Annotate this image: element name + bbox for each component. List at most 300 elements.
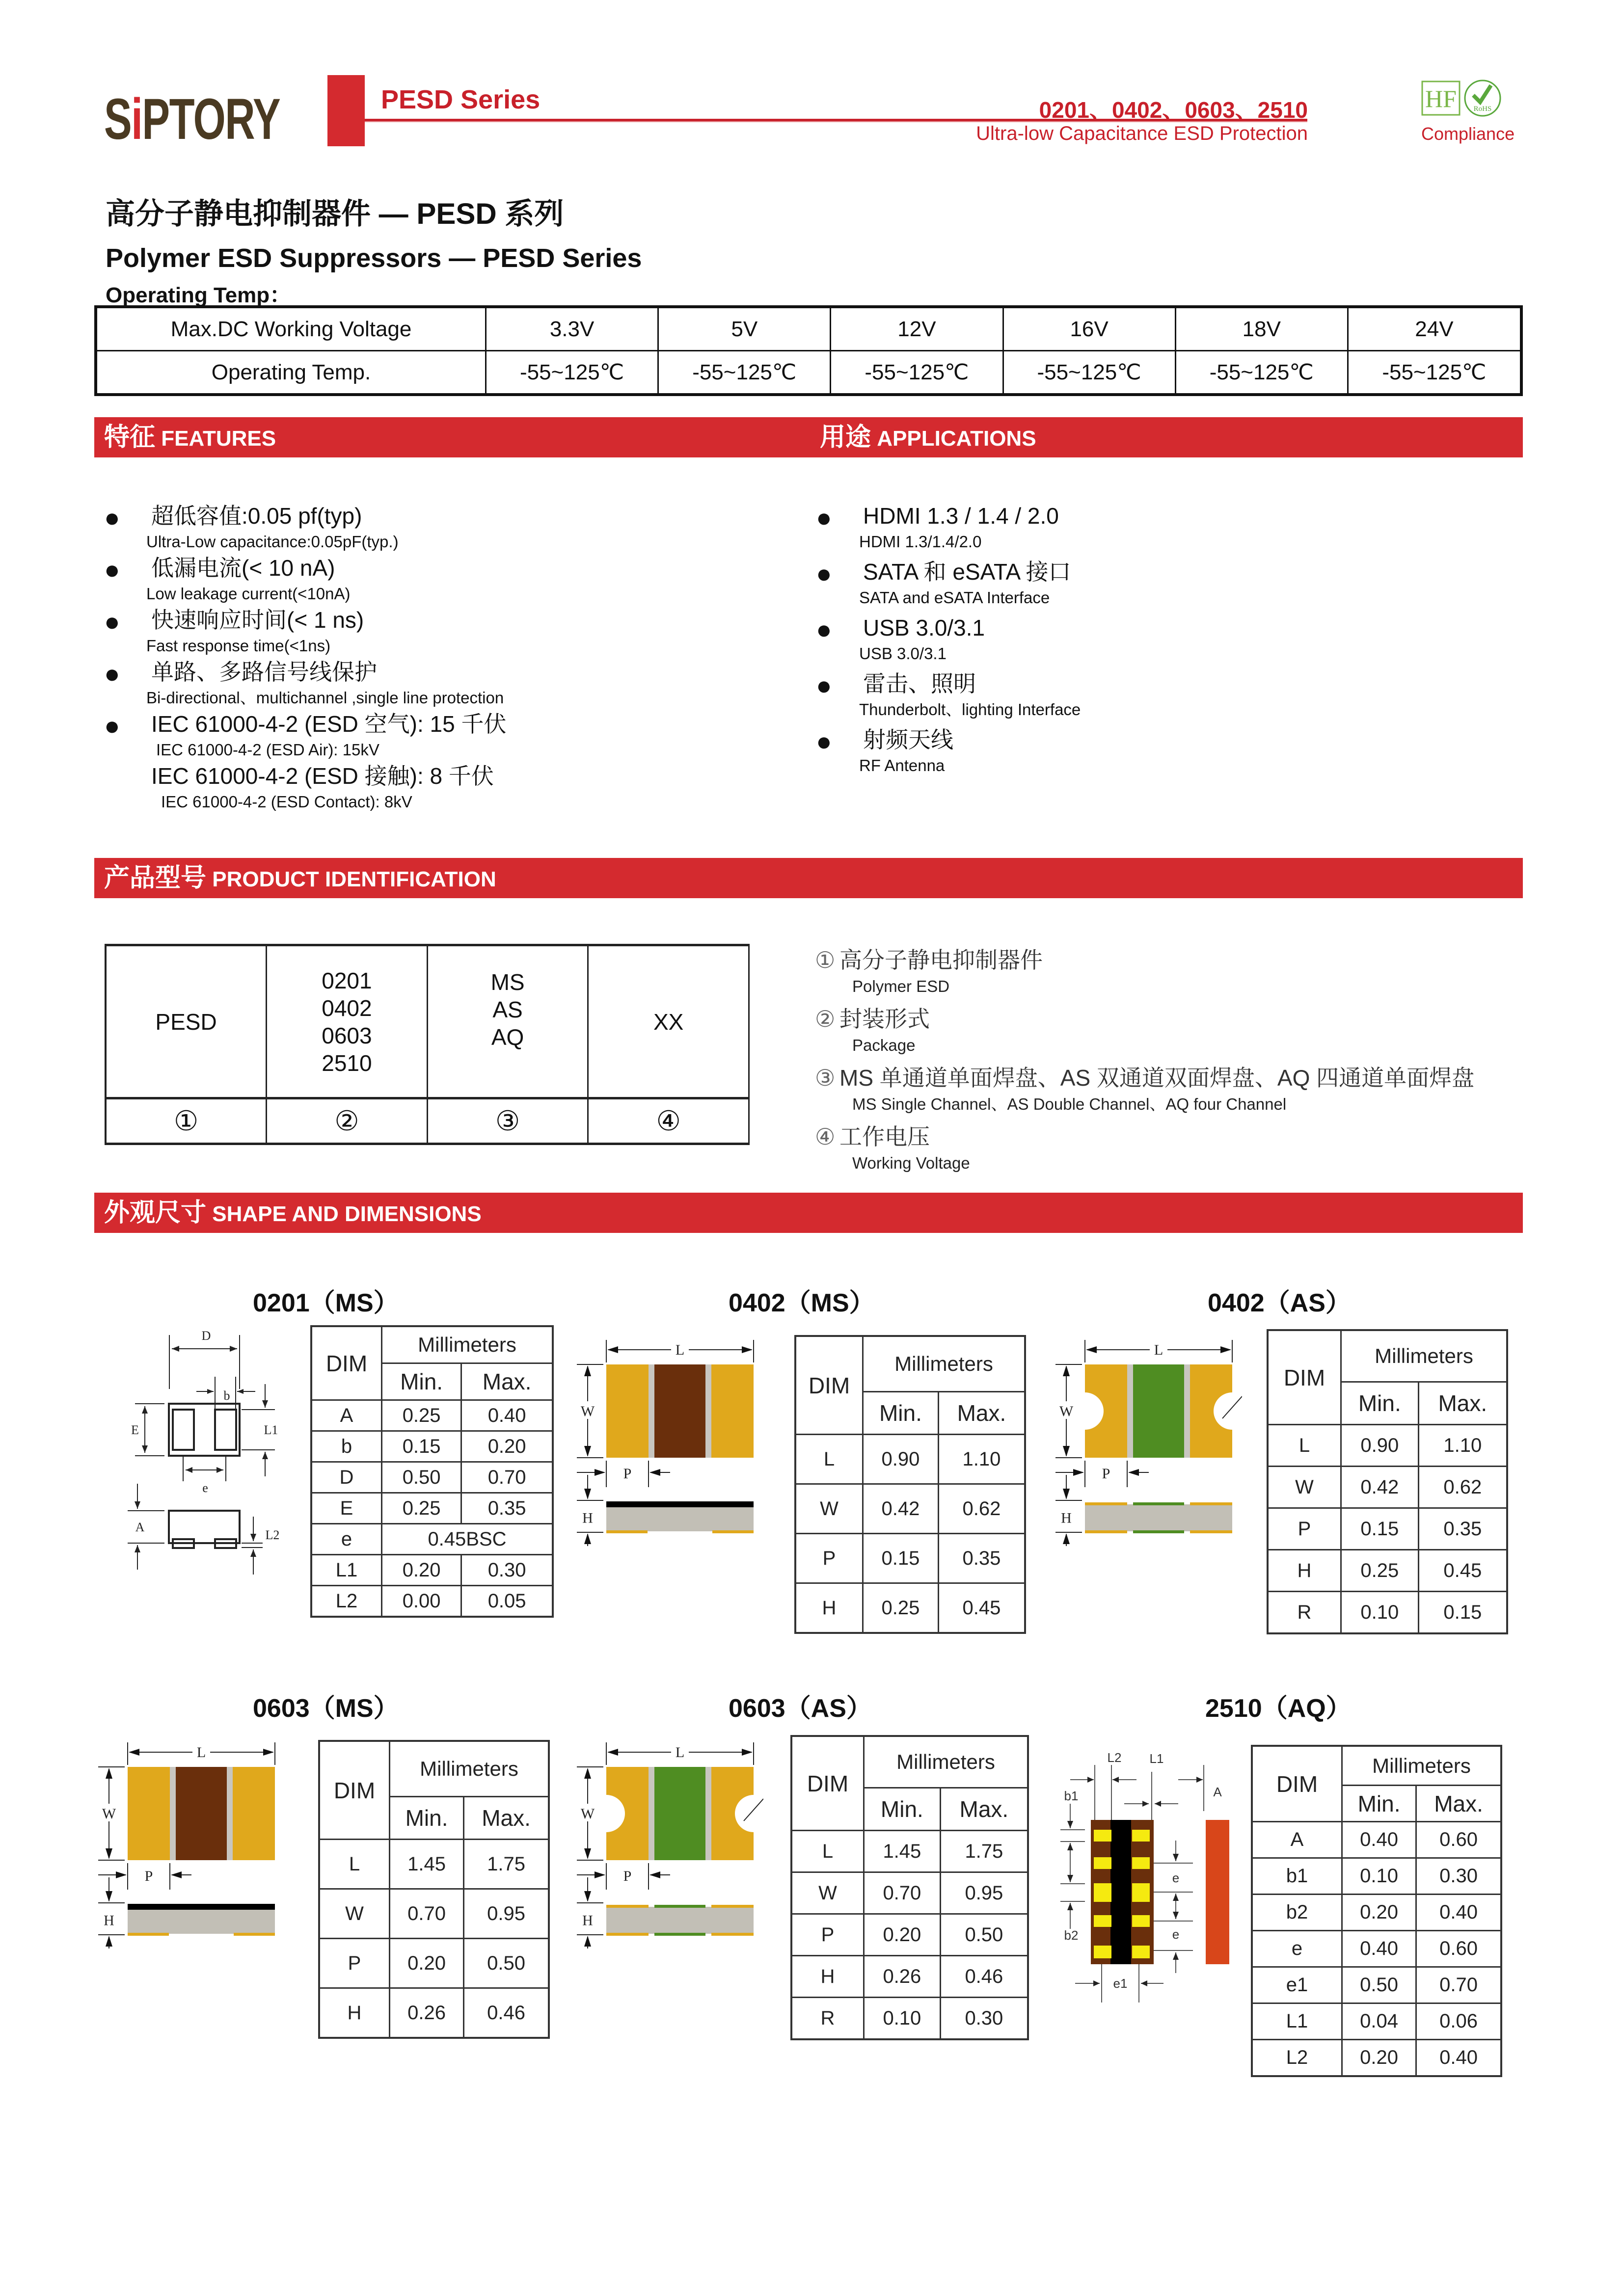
dim-header-row — [1252, 1746, 1501, 1786]
dim-label: b2 — [1064, 1928, 1079, 1943]
dim-max: 0.06 — [1416, 2003, 1501, 2040]
dim-header: DIM — [319, 1741, 390, 1840]
dim-row — [1252, 2040, 1501, 2077]
dimension-arrow-icon — [106, 1848, 112, 1859]
bullet-icon: ● — [104, 607, 120, 637]
side-top-coat — [128, 1904, 275, 1910]
side-pad — [1085, 1530, 1127, 1533]
dim-max: 0.30 — [940, 1998, 1028, 2040]
max-header: Max. — [938, 1392, 1025, 1435]
feature-sub: Bi-directional、multichannel ,single line protection — [146, 689, 504, 707]
dim-min: 1.45 — [390, 1840, 464, 1889]
side-pad — [654, 1933, 705, 1936]
dim-label: e — [1172, 1927, 1180, 1942]
dim-symbol: L1 — [1252, 2003, 1342, 2040]
dimension-arrow-icon — [584, 1936, 591, 1947]
pid-cell-sizes — [267, 945, 428, 1098]
dim-symbol: e1 — [1252, 1967, 1342, 2003]
dimension-arrow-icon — [116, 1871, 127, 1878]
max-header: Max. — [1416, 1786, 1501, 1822]
dimension-arrow-icon — [1063, 1365, 1070, 1376]
dim-header: DIM — [791, 1736, 864, 1831]
dim-label: H — [582, 1510, 593, 1526]
dim-symbol: A — [1252, 1822, 1342, 1858]
dim-label: L1 — [264, 1423, 278, 1437]
dim-label: L — [196, 1744, 206, 1761]
dim-max: 0.60 — [1416, 1931, 1501, 1967]
dim-max: 0.46 — [464, 1988, 549, 2038]
svg-text:RoHS: RoHS — [1473, 105, 1492, 113]
chip-terminal — [233, 1767, 275, 1860]
application-sub: HDMI 1.3/1.4/2.0 — [859, 533, 982, 551]
product-id-title-cn: 产品型号 — [104, 864, 207, 892]
dim-symbol: R — [791, 1998, 864, 2040]
application-main: SATA 和 eSATA 接口 — [863, 559, 1071, 585]
package-title: 0603（AS） — [729, 1694, 872, 1723]
dim-max: 0.60 — [1416, 1822, 1501, 1858]
side-pad — [1190, 1502, 1232, 1505]
dimension-arrow-icon — [584, 1848, 591, 1859]
legend-number: ① — [815, 947, 836, 973]
dimension-arrow-icon — [584, 1533, 591, 1544]
dim-min: 0.50 — [1342, 1967, 1416, 2003]
temp-cell: -55~125℃ — [1348, 351, 1521, 395]
feature-main: 低漏电流(< 10 nA) — [151, 555, 335, 581]
dimension-arrow-icon — [1063, 1489, 1070, 1499]
dim-min: 0.20 — [390, 1939, 464, 1988]
legend-cn: 高分子静电抑制器件 — [839, 947, 1043, 973]
dim-row — [1268, 1592, 1507, 1634]
product-id-title-en: PRODUCT IDENTIFICATION — [212, 867, 496, 891]
feature-item — [104, 710, 506, 814]
chip-side-view — [606, 1504, 754, 1531]
legend-cn: 工作电压 — [839, 1124, 930, 1149]
dim-value: 0.45BSC — [382, 1524, 553, 1555]
dim-max: 0.35 — [461, 1493, 553, 1524]
temp-row-label: Operating Temp. — [96, 351, 486, 395]
dim-label: W — [1059, 1403, 1074, 1419]
application-item — [816, 558, 1081, 610]
dimension-table — [794, 1335, 1026, 1634]
min-header: Min. — [1341, 1382, 1419, 1425]
temp-cell: -55~125℃ — [1003, 351, 1175, 395]
drawing-2510-aq — [1060, 1747, 1257, 2022]
bullet-icon: ● — [104, 711, 120, 741]
dim-max: 0.15 — [1418, 1592, 1507, 1634]
side-pad — [1133, 1502, 1184, 1505]
application-main: 射频天线 — [863, 727, 953, 752]
dim-symbol: P — [319, 1939, 390, 1988]
dim-max: 0.20 — [461, 1431, 553, 1462]
dim-row — [795, 1583, 1025, 1633]
pid-size: 0402 — [322, 995, 372, 1021]
features-title-en: FEATURES — [161, 427, 276, 451]
dim-row — [1252, 1895, 1501, 1931]
dimension-arrow-icon — [607, 1346, 618, 1353]
dim-symbol: L — [1268, 1425, 1341, 1467]
applications-list — [816, 502, 1081, 777]
company-logo — [104, 86, 280, 153]
logo-letter: S — [104, 87, 132, 152]
package-title: 0402（MS） — [729, 1289, 875, 1317]
chip-body — [1133, 1364, 1184, 1458]
dim-symbol: L — [319, 1840, 390, 1889]
dimension-arrow-icon — [649, 1871, 660, 1878]
dimension-arrow-icon — [742, 1346, 753, 1353]
dim-min: 0.70 — [864, 1872, 941, 1914]
dim-label: E — [131, 1423, 139, 1437]
dim-row — [791, 1872, 1028, 1914]
dim-row — [1268, 1508, 1507, 1550]
side-pad — [234, 1933, 275, 1936]
dim-header-row — [791, 1736, 1028, 1788]
features-section-bar — [94, 417, 815, 457]
feature-main: 快速响应时间(< 1 ns) — [151, 607, 364, 633]
hf-badge-icon — [1422, 81, 1460, 115]
dim-min: 0.20 — [1342, 2040, 1416, 2077]
features-title-cn: 特征 — [104, 423, 156, 452]
voltage-cell: 12V — [831, 307, 1003, 351]
dim-max: 0.40 — [1416, 2040, 1501, 2077]
dim-symbol: W — [1268, 1467, 1341, 1508]
product-id-table — [105, 944, 750, 1145]
page-title-en: Polymer ESD Suppressors — PESD Series — [106, 243, 642, 273]
drawing-0603-as — [577, 1733, 763, 1949]
dim-label: L2 — [265, 1528, 280, 1542]
dim-row — [319, 1840, 549, 1889]
dim-label: H — [104, 1912, 114, 1929]
dim-label: L — [675, 1744, 685, 1761]
pid-number: ① — [106, 1098, 267, 1144]
dim-symbol: e — [1252, 1931, 1342, 1967]
logo-letter: O — [193, 87, 225, 152]
dim-row — [1252, 1858, 1501, 1895]
dim-row — [311, 1586, 553, 1617]
dim-row — [1252, 2003, 1501, 2040]
chip-terminal — [606, 1364, 649, 1458]
legend-item — [815, 1060, 1474, 1116]
dim-header: DIM — [311, 1326, 382, 1400]
logo-letter: P — [142, 87, 169, 152]
application-main: 雷击、照明 — [863, 671, 976, 696]
dimension-arrow-icon — [1063, 1533, 1070, 1544]
dimensions-title-en: SHAPE AND DIMENSIONS — [212, 1202, 482, 1226]
chip-side-view — [606, 1907, 754, 1934]
dim-row — [311, 1400, 553, 1431]
dimension-arrow-icon — [1073, 1469, 1084, 1476]
bullet-icon: ● — [104, 503, 120, 533]
min-header: Min. — [864, 1788, 941, 1831]
legend-number: ④ — [815, 1124, 836, 1149]
application-main: HDMI 1.3 / 1.4 / 2.0 — [863, 503, 1059, 529]
legend-item — [815, 1001, 1474, 1057]
compliance-badges — [1421, 79, 1544, 118]
applications-title-cn: 用途 — [820, 423, 871, 452]
dim-label: L — [675, 1342, 685, 1358]
dim-symbol: H — [1268, 1550, 1341, 1592]
dim-row — [1252, 1931, 1501, 1967]
product-id-section-bar — [94, 858, 1523, 898]
dim-symbol: H — [319, 1988, 390, 2038]
feature-main: 单路、多路信号线保护 — [151, 659, 377, 685]
dim-min: 0.40 — [1342, 1822, 1416, 1858]
legend-en: Package — [852, 1036, 916, 1054]
legend-cn: 封装形式 — [839, 1006, 930, 1032]
dim-label: H — [582, 1912, 593, 1929]
dim-max: 0.30 — [461, 1555, 553, 1586]
max-header: Max. — [1418, 1382, 1507, 1425]
header-subtitle: Ultra-low Capacitance ESD Protection — [976, 123, 1308, 144]
legend-number: ② — [815, 1006, 836, 1032]
dimension-arrow-icon — [106, 1768, 112, 1779]
voltage-cell: 24V — [1348, 307, 1521, 351]
dim-symbol: b2 — [1252, 1895, 1342, 1931]
dim-symbol: P — [791, 1914, 864, 1956]
dim-header-row — [319, 1741, 549, 1797]
millimeters-header: Millimeters — [382, 1326, 553, 1363]
dimension-arrow-icon — [1063, 1446, 1070, 1457]
legend-en: Working Voltage — [852, 1154, 970, 1172]
dimension-arrow-icon — [1220, 1346, 1231, 1353]
application-main: USB 3.0/3.1 — [863, 615, 985, 641]
dimension-table — [310, 1325, 554, 1618]
dimension-arrow-icon — [106, 1936, 112, 1947]
application-item — [816, 725, 1081, 777]
dim-header-row — [795, 1336, 1025, 1392]
dim-max: 0.45 — [938, 1583, 1025, 1633]
dim-symbol: E — [311, 1493, 382, 1524]
feature-main: IEC 61000-4-2 (ESD 空气): 15 千伏 — [151, 711, 507, 737]
dim-label: e — [202, 1481, 208, 1495]
bullet-icon: ● — [816, 615, 832, 644]
features-list — [104, 502, 506, 814]
bullet-icon: ● — [816, 503, 832, 533]
dim-symbol: L — [795, 1435, 863, 1484]
logo-letter: R — [225, 87, 253, 152]
dimension-arrow-icon — [135, 1346, 268, 1557]
min-header: Min. — [390, 1797, 464, 1840]
dimension-arrow-icon — [1086, 1346, 1097, 1353]
chip-terminal — [711, 1364, 754, 1458]
dim-min: 0.10 — [1341, 1592, 1419, 1634]
pid-cell-types — [427, 945, 588, 1098]
feature-item — [104, 502, 506, 554]
feature-main: 超低容值:0.05 pf(typ) — [151, 503, 362, 529]
dim-label: e — [1172, 1870, 1180, 1885]
header-accent-bar — [327, 75, 365, 146]
package-sizes: 0201、0402、0603、2510 — [1039, 97, 1308, 123]
voltage-cell: 18V — [1175, 307, 1348, 351]
temp-row — [96, 351, 1521, 395]
dim-symbol: L2 — [311, 1586, 382, 1617]
dim-max: 0.70 — [461, 1462, 553, 1493]
dim-label: P — [623, 1868, 632, 1884]
svg-text:HF: HF — [1425, 85, 1457, 112]
dim-symbol: L1 — [311, 1555, 382, 1586]
compliance-label: Compliance — [1421, 124, 1515, 144]
logo-letter: i — [131, 87, 142, 152]
dim-row — [319, 1939, 549, 1988]
dim-label: L — [1154, 1342, 1163, 1358]
dim-row — [311, 1462, 553, 1493]
temp-cell: -55~125℃ — [658, 351, 831, 395]
dim-symbol: P — [795, 1534, 863, 1583]
dim-min: 0.90 — [863, 1435, 939, 1484]
temp-cell: -55~125℃ — [831, 351, 1003, 395]
millimeters-header: Millimeters — [390, 1741, 549, 1797]
feature-item — [104, 606, 506, 658]
dim-row — [791, 1998, 1028, 2040]
dim-min: 0.25 — [382, 1493, 461, 1524]
legend-item — [815, 1119, 1474, 1175]
drawing-0402-ms — [577, 1330, 763, 1546]
dim-header-row — [1268, 1330, 1507, 1382]
voltage-cell: 16V — [1003, 307, 1175, 351]
dim-symbol: A — [311, 1400, 382, 1431]
pid-type: AS — [492, 997, 523, 1022]
dim-label: W — [580, 1403, 595, 1419]
application-sub: RF Antenna — [859, 756, 945, 774]
chip-side-view — [1085, 1504, 1232, 1531]
side-pad — [712, 1530, 754, 1533]
rohs-badge-icon — [1465, 80, 1500, 116]
dimension-arrow-icon — [584, 1446, 591, 1457]
dim-min: 0.42 — [1341, 1467, 1419, 1508]
millimeters-header: Millimeters — [1342, 1746, 1502, 1786]
dim-max: 1.75 — [940, 1831, 1028, 1872]
dim-row — [319, 1988, 549, 2038]
pid-size: 2510 — [322, 1050, 372, 1076]
max-header: Max. — [461, 1363, 553, 1400]
dim-min: 0.15 — [1341, 1508, 1419, 1550]
pid-type: MS — [490, 969, 525, 995]
dim-header: DIM — [1252, 1746, 1342, 1822]
dim-row — [791, 1831, 1028, 1872]
side-pad — [606, 1905, 649, 1908]
dimension-arrow-icon — [607, 1749, 618, 1756]
dimension-arrow-icon — [584, 1768, 591, 1779]
package-title: 0402（AS） — [1208, 1289, 1351, 1317]
dim-symbol: L2 — [1252, 2040, 1342, 2077]
dimension-arrow-icon — [171, 1871, 182, 1878]
feature-sub: Fast response time(<1ns) — [146, 637, 331, 655]
dim-row — [311, 1431, 553, 1462]
pid-type: AQ — [491, 1024, 524, 1050]
dimension-table — [790, 1735, 1029, 2040]
dim-min: 0.70 — [390, 1889, 464, 1939]
dim-min: 0.15 — [382, 1431, 461, 1462]
legend-item — [815, 942, 1474, 998]
dim-row — [311, 1493, 553, 1524]
dim-row — [795, 1435, 1025, 1484]
dim-min: 0.00 — [382, 1586, 461, 1617]
dim-row — [791, 1956, 1028, 1998]
feature-item — [104, 554, 506, 606]
dim-row — [1268, 1550, 1507, 1592]
pid-cell-series: PESD — [106, 945, 267, 1098]
dim-min: 0.20 — [1342, 1895, 1416, 1931]
dim-row — [319, 1889, 549, 1939]
legend-en: MS Single Channel、AS Double Channel、AQ four Channel — [852, 1095, 1287, 1113]
dim-symbol: b1 — [1252, 1858, 1342, 1895]
dim-max: 1.10 — [938, 1435, 1025, 1484]
dim-label: H — [1061, 1510, 1072, 1526]
dim-min: 1.45 — [864, 1831, 941, 1872]
dimension-arrow-icon — [584, 1365, 591, 1376]
dim-label: W — [580, 1806, 595, 1822]
dim-symbol: L — [791, 1831, 864, 1872]
dim-label: L2 — [1107, 1750, 1122, 1765]
chip-body — [654, 1364, 705, 1458]
logo-letter: T — [169, 87, 193, 152]
pid-cell-voltage: XX — [588, 945, 749, 1098]
drawing-0201-ms — [98, 1320, 285, 1585]
side-top-coat — [606, 1501, 754, 1507]
dim-max: 1.10 — [1418, 1425, 1507, 1467]
dim-max: 0.50 — [940, 1914, 1028, 1956]
page-title-cn: 高分子静电抑制器件 — PESD 系列 — [106, 197, 564, 230]
application-sub: Thunderbolt、lighting Interface — [859, 700, 1081, 719]
dim-max: 0.40 — [1416, 1895, 1501, 1931]
dim-min: 0.20 — [864, 1914, 941, 1956]
package-title: 0603（MS） — [253, 1694, 399, 1723]
application-item — [816, 614, 1081, 666]
dim-row — [311, 1555, 553, 1586]
dim-label: L1 — [1149, 1751, 1164, 1766]
dim-row — [1268, 1467, 1507, 1508]
dim-max: 0.05 — [461, 1586, 553, 1617]
voltage-temp-table — [94, 305, 1523, 396]
min-header: Min. — [1342, 1786, 1416, 1822]
dim-label: P — [144, 1868, 153, 1884]
application-item — [816, 669, 1081, 721]
dim-min: 0.26 — [390, 1988, 464, 2038]
temp-cell: -55~125℃ — [1175, 351, 1348, 395]
dim-max: 0.30 — [1416, 1858, 1501, 1895]
dim-min: 0.42 — [863, 1484, 939, 1534]
package-title: 2510（AQ） — [1205, 1694, 1352, 1723]
voltage-cell: 5V — [658, 307, 831, 351]
max-header: Max. — [940, 1788, 1028, 1831]
dim-header-row — [311, 1326, 553, 1363]
min-header: Min. — [382, 1363, 461, 1400]
feature-sub: IEC 61000-4-2 (ESD Air): 15kV — [156, 741, 379, 759]
side-pad — [606, 1933, 649, 1936]
chip-body — [654, 1767, 705, 1860]
operating-temp-heading: Operating Temp： — [106, 283, 292, 307]
dim-label: W — [102, 1806, 116, 1822]
dimension-arrow-icon — [129, 1749, 139, 1756]
logo-letter: Y — [252, 87, 280, 152]
application-sub: USB 3.0/3.1 — [859, 644, 947, 663]
side-pad — [1085, 1502, 1127, 1505]
pid-size: 0603 — [322, 1022, 372, 1048]
dim-max: 0.35 — [938, 1534, 1025, 1583]
dimension-table — [318, 1740, 550, 2039]
side-pad — [1133, 1530, 1184, 1533]
dim-symbol: b — [311, 1431, 382, 1462]
feature-sub: Low leakage current(<10nA) — [146, 585, 351, 603]
dim-label: A — [135, 1520, 145, 1534]
dim-label: A — [1213, 1785, 1222, 1799]
application-sub: SATA and eSATA Interface — [859, 588, 1050, 607]
dim-max: 0.40 — [461, 1400, 553, 1431]
dimension-arrow-icon — [106, 1891, 112, 1902]
dim-min: 0.10 — [864, 1998, 941, 2040]
side-pad — [654, 1905, 705, 1908]
dim-symbol: W — [795, 1484, 863, 1534]
dim-row — [791, 1914, 1028, 1956]
